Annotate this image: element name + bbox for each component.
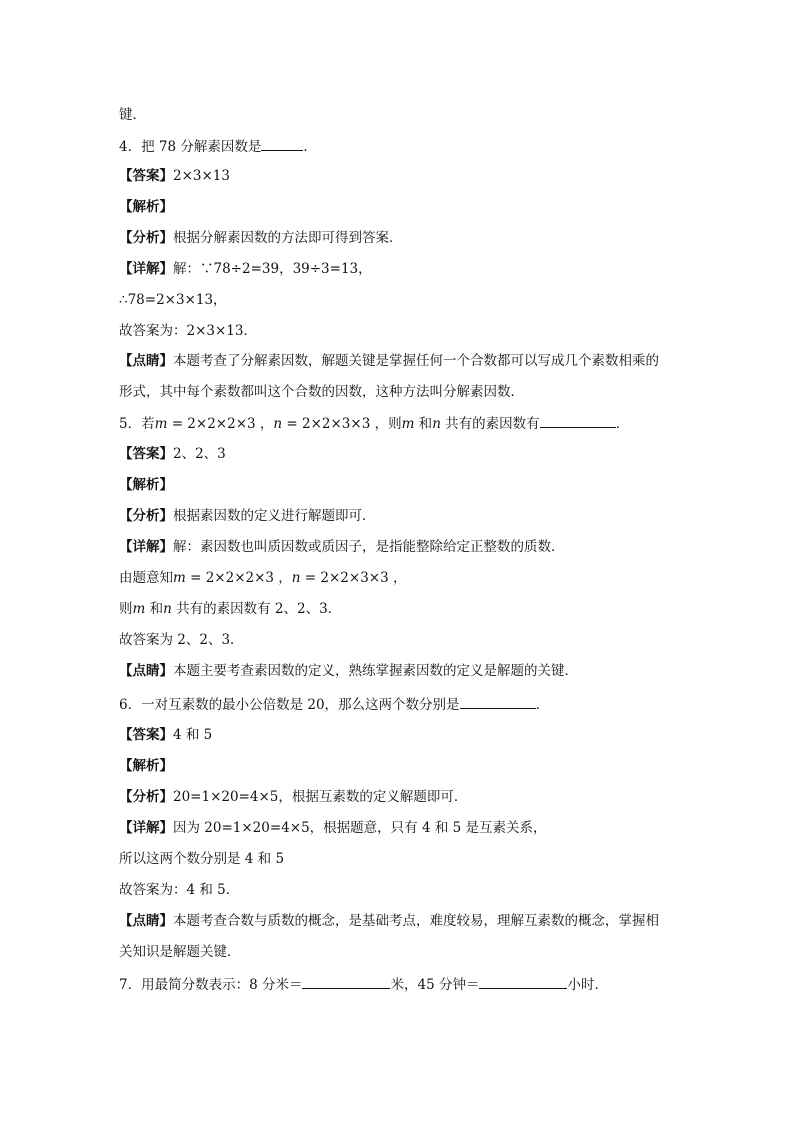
text-line bbox=[119, 321, 257, 341]
dianjing-tag: 【点睛】 bbox=[119, 663, 173, 679]
text: 共有的素因数有 2、2、3． bbox=[171, 601, 342, 617]
text: 和 bbox=[414, 416, 433, 432]
xiangjie-line bbox=[119, 259, 372, 279]
answer-text: 2×3×13 bbox=[173, 168, 230, 184]
question-5 bbox=[119, 413, 629, 434]
analysis-tag: 【解析】 bbox=[119, 199, 173, 215]
fenxi-line bbox=[119, 787, 467, 807]
analysis-tag: 【解析】 bbox=[119, 758, 173, 774]
math-var: m bbox=[132, 601, 146, 617]
analysis-tag: 【解析】 bbox=[119, 477, 173, 493]
answer-blank bbox=[302, 974, 390, 989]
answer-line bbox=[119, 444, 226, 464]
math-var: m bbox=[154, 416, 168, 432]
text: ． bbox=[303, 139, 317, 155]
text-line bbox=[119, 630, 244, 650]
text: 故答案为：4 和 5． bbox=[119, 882, 240, 898]
analysis-line bbox=[119, 475, 173, 495]
text: 和 bbox=[145, 601, 164, 617]
text: 共有的素因数有 bbox=[440, 416, 540, 432]
text: ∴78=2×3×13， bbox=[119, 292, 227, 308]
text-line bbox=[119, 382, 524, 402]
text: 故答案为 2、2、3． bbox=[119, 632, 244, 648]
text: 形式，其中每个素数都叫这个合数的因数，这种方法叫分解素因数． bbox=[119, 384, 524, 400]
analysis-line bbox=[119, 756, 173, 776]
fenxi-tag: 【分析】 bbox=[119, 789, 173, 805]
answer-blank bbox=[540, 413, 616, 428]
text: 由题意知 bbox=[119, 570, 173, 586]
answer-blank bbox=[261, 136, 303, 151]
text-line bbox=[119, 942, 241, 962]
fenxi-tag: 【分析】 bbox=[119, 508, 173, 524]
answer-text: 2、2、3 bbox=[173, 446, 226, 462]
text-line bbox=[119, 599, 341, 619]
fenxi-tag: 【分析】 bbox=[119, 230, 173, 246]
dianjing-text: 本题主要考查素因数的定义，熟练掌握素因数的定义是解题的关键． bbox=[173, 663, 578, 679]
dianjing-text: 本题考查了分解素因数，解题关键是掌握任何一个合数都可以写成几个素数相乘的 bbox=[173, 353, 659, 369]
text-line bbox=[119, 105, 146, 125]
text: = 2×2×2×3 ， bbox=[185, 570, 292, 586]
answer-line bbox=[119, 725, 212, 745]
xiangjie-tag: 【详解】 bbox=[119, 261, 173, 277]
math-var: n bbox=[291, 570, 301, 586]
dianjing-line bbox=[119, 911, 659, 931]
fenxi-text: 根据素因数的定义进行解题即可． bbox=[173, 508, 376, 524]
math-var: n bbox=[163, 601, 172, 617]
text: ． bbox=[615, 416, 630, 432]
answer-tag: 【答案】 bbox=[119, 446, 173, 462]
text: 则 bbox=[119, 601, 133, 617]
answer-blank bbox=[479, 974, 567, 989]
dianjing-line bbox=[119, 661, 578, 681]
text-line bbox=[119, 568, 406, 588]
xiangjie-text: 因为 20=1×20=4×5，根据题意，只有 4 和 5 是互素关系， bbox=[173, 820, 547, 836]
xiangjie-line bbox=[119, 818, 547, 838]
xiangjie-text: 解：∵78÷2=39，39÷3=13， bbox=[173, 261, 372, 277]
text: = 2×2×2×3 ， bbox=[167, 416, 274, 432]
xiangjie-tag: 【详解】 bbox=[119, 820, 173, 836]
xiangjie-line bbox=[119, 537, 565, 557]
analysis-line bbox=[119, 197, 173, 217]
text: = 2×2×3×3 ， bbox=[300, 570, 407, 586]
question-text: 7．用最简分数表示：8 分米＝ bbox=[119, 977, 303, 993]
xiangjie-tag: 【详解】 bbox=[119, 539, 173, 555]
text: 键． bbox=[119, 107, 146, 123]
text: 关知识是解题关键． bbox=[119, 944, 241, 960]
math-var: m bbox=[401, 416, 415, 432]
dianjing-tag: 【点睛】 bbox=[119, 353, 173, 369]
question-text: 6．一对互素数的最小公倍数是 20，那么这两个数分别是 bbox=[119, 697, 460, 713]
answer-text: 4 和 5 bbox=[173, 727, 213, 743]
answer-line bbox=[119, 166, 230, 186]
text: 米，45 分钟＝ bbox=[390, 977, 480, 993]
dianjing-text: 本题考查合数与质数的概念，是基础考点，难度较易，理解互素数的概念，掌握相 bbox=[173, 913, 659, 929]
answer-tag: 【答案】 bbox=[119, 168, 173, 184]
text: 故答案为：2×3×13． bbox=[119, 323, 257, 339]
question-6 bbox=[119, 694, 549, 715]
text-line bbox=[119, 880, 239, 900]
text-line bbox=[119, 849, 284, 869]
math-var: n bbox=[273, 416, 283, 432]
question-7 bbox=[119, 974, 608, 995]
answer-blank bbox=[460, 694, 536, 709]
text: 5．若 bbox=[119, 416, 155, 432]
text: 小时． bbox=[567, 977, 608, 993]
fenxi-text: 20=1×20=4×5，根据互素数的定义解题即可． bbox=[173, 789, 468, 805]
math-var: n bbox=[432, 416, 441, 432]
fenxi-line bbox=[119, 228, 403, 248]
text: = 2×2×3×3 ，则 bbox=[282, 416, 402, 432]
xiangjie-text: 解：素因数也叫质因数或质因子，是指能整除给定正整数的质数． bbox=[173, 539, 565, 555]
math-var: m bbox=[173, 570, 186, 586]
dianjing-tag: 【点睛】 bbox=[119, 913, 173, 929]
text: ． bbox=[535, 697, 550, 713]
dianjing-line bbox=[119, 351, 659, 371]
question-4 bbox=[119, 136, 317, 157]
text-line bbox=[119, 290, 227, 310]
fenxi-line bbox=[119, 506, 376, 526]
text: 所以这两个数分别是 4 和 5 bbox=[119, 851, 285, 867]
fenxi-text: 根据分解素因数的方法即可得到答案． bbox=[173, 230, 403, 246]
answer-tag: 【答案】 bbox=[119, 727, 173, 743]
question-text: 4．把 78 分解素因数是 bbox=[119, 139, 262, 155]
